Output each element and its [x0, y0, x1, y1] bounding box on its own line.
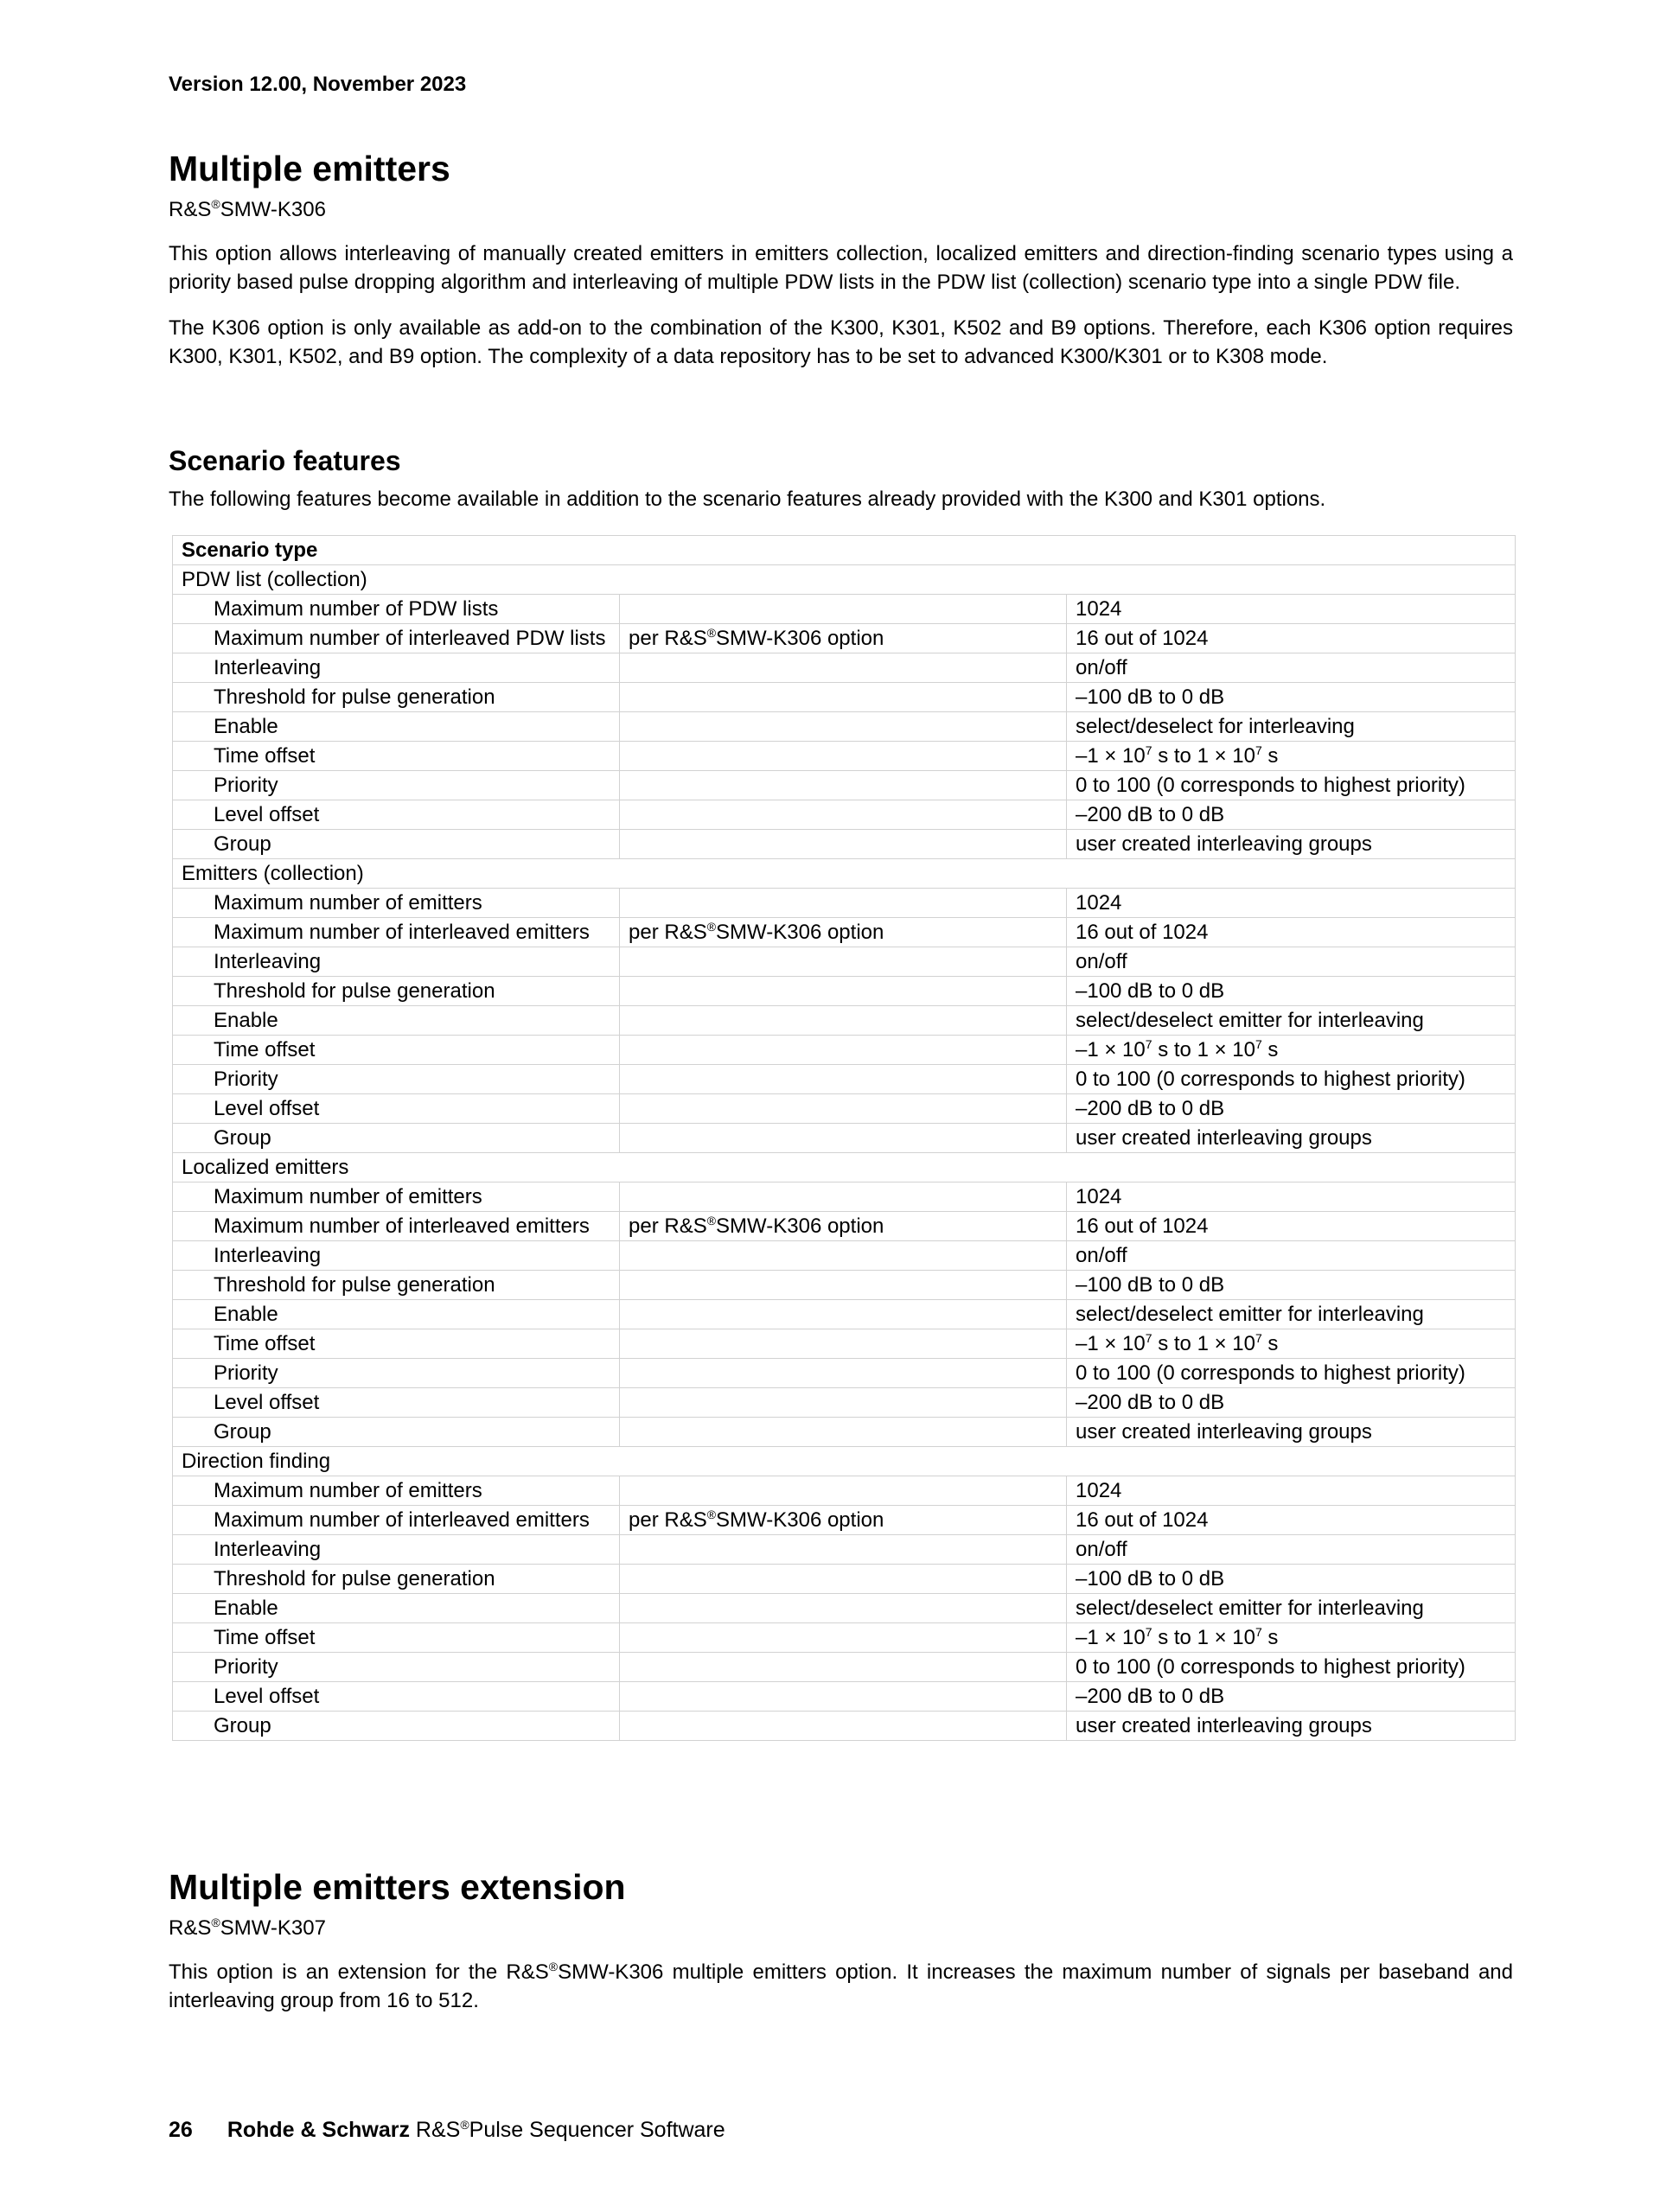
feature-label: Group — [173, 1124, 620, 1153]
option-code — [169, 198, 1513, 222]
feature-label: Priority — [173, 1653, 620, 1682]
table-row — [173, 1329, 1516, 1359]
scenario-type-row — [173, 1153, 1516, 1182]
table-row — [173, 1300, 1516, 1329]
feature-value: select/deselect emitter for interleaving — [1067, 1300, 1516, 1329]
option-code-suffix: SMW-K307 — [220, 1916, 326, 1940]
scenario-features-section — [169, 445, 1513, 513]
table-row — [173, 800, 1516, 830]
feature-note — [620, 1388, 1067, 1418]
time-offset-unit: s — [1261, 744, 1279, 768]
option-note-prefix: per R&S — [629, 921, 707, 944]
feature-label: Group — [173, 1418, 620, 1447]
feature-value: –100 dB to 0 dB — [1067, 1271, 1516, 1300]
feature-note — [620, 800, 1067, 830]
time-offset-max: s to 1 × 10 — [1152, 1332, 1255, 1355]
time-offset-max: s to 1 × 10 — [1152, 1626, 1255, 1649]
table-row — [173, 1065, 1516, 1094]
feature-label: Time offset — [173, 1036, 620, 1065]
feature-value — [1067, 1623, 1516, 1653]
feature-value: user created interleaving groups — [1067, 830, 1516, 859]
feature-label: Enable — [173, 712, 620, 742]
feature-value: –100 dB to 0 dB — [1067, 977, 1516, 1006]
subsection-title: Scenario features — [169, 445, 401, 476]
table-row — [173, 1682, 1516, 1712]
table-row — [173, 1094, 1516, 1124]
table-row — [173, 1653, 1516, 1682]
feature-note — [620, 1212, 1067, 1241]
feature-value — [1067, 742, 1516, 771]
feature-note — [620, 595, 1067, 624]
feature-label: Maximum number of emitters — [173, 889, 620, 918]
feature-label: Time offset — [173, 1329, 620, 1359]
section-multiple-emitters-extension — [169, 1867, 1513, 2015]
feature-label: Level offset — [173, 800, 620, 830]
scenario-type-row — [173, 859, 1516, 889]
section-title: Multiple emitters — [169, 149, 450, 188]
feature-value: 1024 — [1067, 889, 1516, 918]
exponent: 7 — [1255, 743, 1262, 757]
feature-label: Time offset — [173, 1623, 620, 1653]
scenario-type-name: Emitters (collection) — [173, 859, 1516, 889]
feature-value: 1024 — [1067, 1182, 1516, 1212]
option-code-suffix: SMW-K306 — [220, 198, 326, 221]
feature-label: Level offset — [173, 1682, 620, 1712]
table-row — [173, 1271, 1516, 1300]
scenario-type-name: Localized emitters — [173, 1153, 1516, 1182]
table-row — [173, 683, 1516, 712]
time-offset-min: –1 × 10 — [1076, 1332, 1146, 1355]
time-offset-unit: s — [1261, 1038, 1279, 1061]
feature-note — [620, 889, 1067, 918]
scenario-type-row — [173, 565, 1516, 595]
exponent: 7 — [1145, 1037, 1152, 1051]
feature-label: Group — [173, 830, 620, 859]
feature-note — [620, 1124, 1067, 1153]
feature-note — [620, 653, 1067, 683]
feature-note — [620, 977, 1067, 1006]
table-row — [173, 977, 1516, 1006]
exponent: 7 — [1255, 1037, 1262, 1051]
subsection-intro: The following features become available in addition to the scenario features already provided with the K300 and K301 options. — [169, 488, 1326, 511]
table-row — [173, 1594, 1516, 1623]
feature-note — [620, 771, 1067, 800]
table-row — [173, 830, 1516, 859]
scenario-features-table — [172, 535, 1516, 1741]
feature-note — [620, 1418, 1067, 1447]
table-row — [173, 1506, 1516, 1535]
table-row — [173, 918, 1516, 947]
option-code-prefix: R&S — [169, 1916, 212, 1940]
feature-note — [620, 1712, 1067, 1741]
feature-note — [620, 1065, 1067, 1094]
feature-note — [620, 742, 1067, 771]
feature-note — [620, 1036, 1067, 1065]
feature-value: select/deselect for interleaving — [1067, 712, 1516, 742]
feature-label: Level offset — [173, 1094, 620, 1124]
table-row — [173, 1476, 1516, 1506]
feature-note — [620, 1241, 1067, 1271]
exponent: 7 — [1145, 1625, 1152, 1639]
exponent: 7 — [1145, 1331, 1152, 1345]
page-number: 26 — [169, 2118, 193, 2142]
registered-mark: ® — [548, 1960, 559, 1973]
table-row — [173, 595, 1516, 624]
option-note-suffix: SMW-K306 option — [716, 1508, 884, 1532]
feature-note — [620, 830, 1067, 859]
registered-mark: ® — [706, 626, 717, 640]
feature-note — [620, 1271, 1067, 1300]
feature-note — [620, 1623, 1067, 1653]
exponent: 7 — [1255, 1625, 1262, 1639]
feature-value: –100 dB to 0 dB — [1067, 683, 1516, 712]
table-row — [173, 1006, 1516, 1036]
product-name: Pulse Sequencer Software — [469, 2118, 725, 2142]
option-code — [169, 1916, 1513, 1941]
feature-label: Interleaving — [173, 1535, 620, 1565]
registered-mark: ® — [706, 920, 717, 934]
table-row — [173, 1212, 1516, 1241]
feature-label: Threshold for pulse generation — [173, 1565, 620, 1594]
table-row — [173, 624, 1516, 653]
table-row — [173, 1623, 1516, 1653]
section-multiple-emitters — [169, 149, 1513, 371]
time-offset-unit: s — [1261, 1626, 1279, 1649]
feature-note — [620, 1359, 1067, 1388]
exponent: 7 — [1255, 1331, 1262, 1345]
feature-note — [620, 1565, 1067, 1594]
feature-note — [620, 1682, 1067, 1712]
document-version: Version 12.00, November 2023 — [169, 73, 467, 96]
feature-note — [620, 1094, 1067, 1124]
feature-value: 16 out of 1024 — [1067, 918, 1516, 947]
feature-note — [620, 712, 1067, 742]
table-row — [173, 742, 1516, 771]
feature-label: Maximum number of emitters — [173, 1182, 620, 1212]
registered-mark: ® — [211, 1916, 220, 1929]
time-offset-min: –1 × 10 — [1076, 1626, 1146, 1649]
extension-text-a: This option is an extension for the R&S — [169, 1960, 549, 1984]
feature-note — [620, 1535, 1067, 1565]
feature-value: select/deselect emitter for interleaving — [1067, 1006, 1516, 1036]
feature-label: Level offset — [173, 1388, 620, 1418]
feature-note — [620, 1006, 1067, 1036]
option-note-suffix: SMW-K306 option — [716, 1214, 884, 1238]
feature-label: Maximum number of emitters — [173, 1476, 620, 1506]
feature-note — [620, 918, 1067, 947]
description-paragraph: This option allows interleaving of manually created emitters in emitters collection, localized emitters and direction-finding scenario types using a priority based pulse dropping algorithm and interleaving of multiple PDW lists in the PDW list (collection) scenario type into a single PDW file. — [169, 242, 1513, 294]
section-title: Multiple emitters extension — [169, 1867, 626, 1907]
feature-value: –200 dB to 0 dB — [1067, 1094, 1516, 1124]
feature-label: Maximum number of interleaved emitters — [173, 918, 620, 947]
registered-mark: ® — [211, 197, 220, 211]
table-row — [173, 1565, 1516, 1594]
time-offset-unit: s — [1261, 1332, 1279, 1355]
feature-value: 0 to 100 (0 corresponds to highest priority) — [1067, 1065, 1516, 1094]
option-code-prefix: R&S — [169, 198, 212, 221]
registered-mark: ® — [460, 2118, 469, 2132]
option-note-prefix: per R&S — [629, 1214, 707, 1238]
feature-value: 16 out of 1024 — [1067, 1212, 1516, 1241]
feature-label: Enable — [173, 1300, 620, 1329]
feature-value: on/off — [1067, 1535, 1516, 1565]
table-row — [173, 889, 1516, 918]
feature-value: user created interleaving groups — [1067, 1124, 1516, 1153]
feature-value: 0 to 100 (0 corresponds to highest priority) — [1067, 1359, 1516, 1388]
requirements-paragraph: The K306 option is only available as add-on to the combination of the K300, K301, K502 and B9 options. Therefore, each K306 option requires K300, K301, K502, and B9 option. The complexity of a data repository has to be set to advanced K300/K301 or to K308 mode. — [169, 316, 1513, 368]
feature-value: –200 dB to 0 dB — [1067, 1388, 1516, 1418]
time-offset-min: –1 × 10 — [1076, 744, 1146, 768]
feature-value: select/deselect emitter for interleaving — [1067, 1594, 1516, 1623]
feature-label: Interleaving — [173, 1241, 620, 1271]
option-note-prefix: per R&S — [629, 627, 707, 650]
option-note-suffix: SMW-K306 option — [716, 921, 884, 944]
feature-label: Priority — [173, 1359, 620, 1388]
scenario-type-name: PDW list (collection) — [173, 565, 1516, 595]
feature-value: on/off — [1067, 947, 1516, 977]
feature-value: user created interleaving groups — [1067, 1712, 1516, 1741]
feature-value: 1024 — [1067, 1476, 1516, 1506]
feature-value: on/off — [1067, 1241, 1516, 1271]
feature-label: Priority — [173, 771, 620, 800]
table-row — [173, 1182, 1516, 1212]
time-offset-max: s to 1 × 10 — [1152, 744, 1255, 768]
feature-value: on/off — [1067, 653, 1516, 683]
feature-label: Threshold for pulse generation — [173, 683, 620, 712]
feature-label: Priority — [173, 1065, 620, 1094]
time-offset-min: –1 × 10 — [1076, 1038, 1146, 1061]
table-row — [173, 1712, 1516, 1741]
table-header-row — [173, 536, 1516, 565]
product-prefix: R&S — [409, 2118, 461, 2142]
feature-value: –100 dB to 0 dB — [1067, 1565, 1516, 1594]
feature-label: Group — [173, 1712, 620, 1741]
time-offset-max: s to 1 × 10 — [1152, 1038, 1255, 1061]
feature-label: Interleaving — [173, 947, 620, 977]
feature-label: Maximum number of interleaved emitters — [173, 1212, 620, 1241]
feature-value: 1024 — [1067, 595, 1516, 624]
feature-value — [1067, 1329, 1516, 1359]
feature-label: Enable — [173, 1006, 620, 1036]
feature-note — [620, 1506, 1067, 1535]
feature-value — [1067, 1036, 1516, 1065]
feature-label: Enable — [173, 1594, 620, 1623]
feature-label: Threshold for pulse generation — [173, 977, 620, 1006]
registered-mark: ® — [706, 1508, 717, 1521]
option-note-prefix: per R&S — [629, 1508, 707, 1532]
feature-label: Maximum number of interleaved PDW lists — [173, 624, 620, 653]
feature-note — [620, 1182, 1067, 1212]
feature-label: Threshold for pulse generation — [173, 1271, 620, 1300]
feature-note — [620, 683, 1067, 712]
table-row — [173, 771, 1516, 800]
feature-note — [620, 1653, 1067, 1682]
feature-label: Maximum number of PDW lists — [173, 595, 620, 624]
table-row — [173, 1036, 1516, 1065]
registered-mark: ® — [706, 1214, 717, 1227]
table-row — [173, 947, 1516, 977]
feature-label: Maximum number of interleaved emitters — [173, 1506, 620, 1535]
feature-note — [620, 624, 1067, 653]
feature-label: Interleaving — [173, 653, 620, 683]
extension-paragraph — [169, 1958, 1513, 2015]
feature-value: 16 out of 1024 — [1067, 624, 1516, 653]
table-header-cell: Scenario type — [173, 536, 1516, 565]
feature-label: Time offset — [173, 742, 620, 771]
table-row — [173, 1124, 1516, 1153]
extension-text-b: SMW-K306 multiple emitters option. It increases the maximum number of signals per baseband and interleaving group from 16 to 512. — [169, 1960, 1514, 2012]
feature-note — [620, 947, 1067, 977]
feature-value: –200 dB to 0 dB — [1067, 1682, 1516, 1712]
table-row — [173, 653, 1516, 683]
feature-note — [620, 1594, 1067, 1623]
feature-note — [620, 1476, 1067, 1506]
table-row — [173, 1241, 1516, 1271]
scenario-type-row — [173, 1447, 1516, 1476]
page-footer — [169, 2118, 725, 2143]
exponent: 7 — [1145, 743, 1152, 757]
feature-value: 16 out of 1024 — [1067, 1506, 1516, 1535]
feature-note — [620, 1300, 1067, 1329]
feature-value: 0 to 100 (0 corresponds to highest priority) — [1067, 771, 1516, 800]
table-row — [173, 1418, 1516, 1447]
scenario-type-name: Direction finding — [173, 1447, 1516, 1476]
option-note-suffix: SMW-K306 option — [716, 627, 884, 650]
feature-value: –200 dB to 0 dB — [1067, 800, 1516, 830]
table-row — [173, 1359, 1516, 1388]
feature-note — [620, 1329, 1067, 1359]
table-row — [173, 1388, 1516, 1418]
feature-value: 0 to 100 (0 corresponds to highest priority) — [1067, 1653, 1516, 1682]
company-name: Rohde & Schwarz — [227, 2118, 410, 2142]
feature-value: user created interleaving groups — [1067, 1418, 1516, 1447]
table-row — [173, 712, 1516, 742]
table-row — [173, 1535, 1516, 1565]
